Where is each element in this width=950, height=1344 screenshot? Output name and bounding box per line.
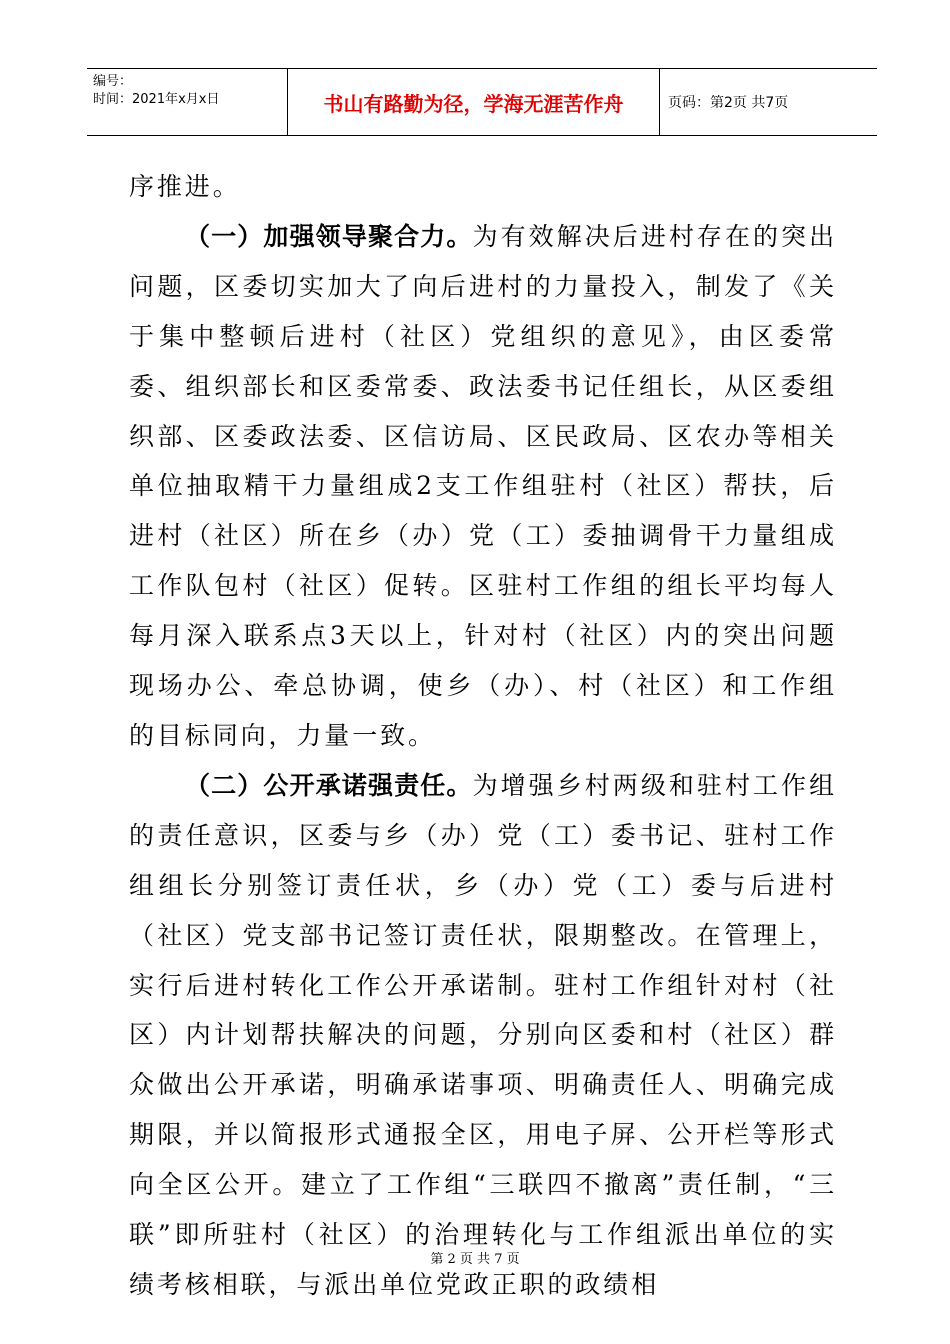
page-header xyxy=(87,68,877,136)
header-page-label: 页码：第2页 共7页 xyxy=(668,95,789,111)
number-label: 编号： xyxy=(93,74,133,89)
paragraph-1-heading: （一）加强领导聚合力。 xyxy=(185,221,473,251)
header-meta xyxy=(87,69,287,135)
paragraph-2 xyxy=(129,761,837,1310)
paragraph-continuation: 序推进。 xyxy=(129,172,241,201)
paragraph-2-heading: （二）公开承诺强责任。 xyxy=(185,770,473,800)
header-motto: 书山有路勤为径，学海无涯苦作舟 xyxy=(287,69,660,135)
page-footer: 第 2 页 共 7 页 xyxy=(430,1252,520,1267)
paragraph-1 xyxy=(129,212,837,761)
time-label: 时间：2021年x月x日 xyxy=(93,92,220,107)
document-body xyxy=(129,162,837,1310)
paragraph-2-text: 为增强乡村两级和驻村工作组的责任意识，区委与乡（办）党（工）委书记、驻村工作组组长分别签订责任状，乡（办）党（工）委与后进村（社区）党支部书记签订责任状，限期整改。在管理上，实行后进村转化工作公开承诺制。驻村工作组针对村（社区）内计划帮扶解决的问题，分别向区委和村（社区）群众做出公开承诺，明确承诺事项、明确责任人、明确完成期限，并以简报形式通报全区，用电子屏、公开栏等形式向全区公开。建立了工作组“三联四不撤离”责任制，“三联”即所驻村（社区）的治理转化与工作组派出单位的实绩考核相联，与派出单位党政正职的政绩相 xyxy=(129,770,837,1299)
paragraph-1-text: 为有效解决后进村存在的突出问题，区委切实加大了向后进村的力量投入，制发了《关于集中整顿后进村（社区）党组织的意见》，由区委常委、组织部长和区委常委、政法委书记任组长，从区委组织部、区委政法委、区信访局、区民政局、区农办等相关单位抽取精干力量组成2支工作组驻村（社区）帮扶，后进村（社区）所在乡（办）党（工）委抽调骨干力量组成工作队包村（社区）促转。区驻村工作组的组长平均每人每月深入联系点3天以上，针对村（社区）内的突出问题现场办公、牵总协调，使乡（办）、村（社区）和工作组的目标同向，力量一致。 xyxy=(129,221,837,750)
